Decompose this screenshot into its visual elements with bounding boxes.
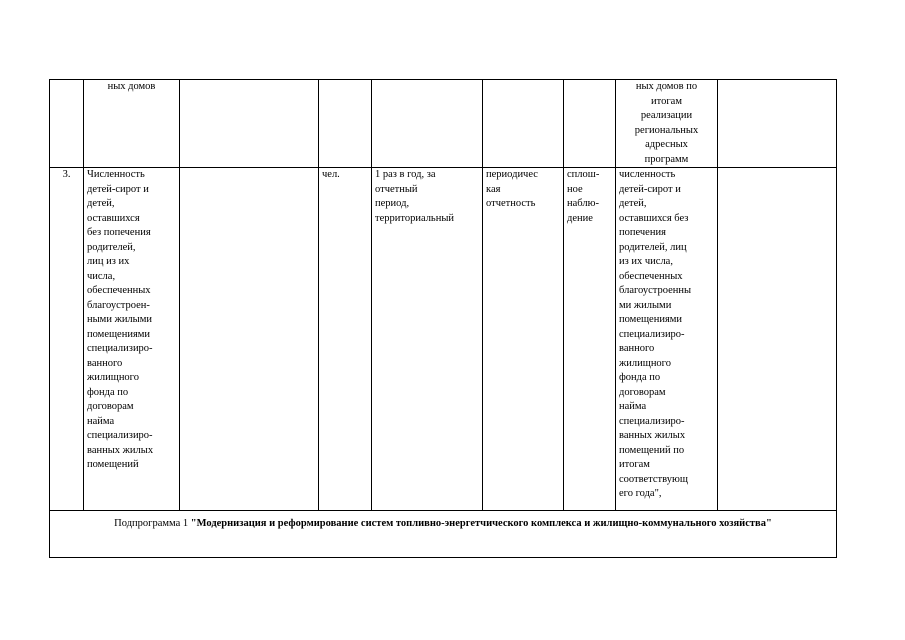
cell-observation: сплош- ное наблю- дение — [564, 168, 616, 511]
table-row-continuation — [50, 80, 837, 168]
cell-number: 3. — [50, 168, 84, 511]
cell-indicator-name: Численность детей-сирот и детей, оставшихся без попечения родителей, лиц из их числа, обеспеченных благоустроен- ными жилыми помещениями специализиро- ванного жилищного фонда по договорам найма специализиро- ванных жилых помещений — [84, 168, 180, 511]
cell-empty — [718, 168, 837, 511]
cell-empty — [180, 80, 319, 168]
cell-empty — [718, 80, 837, 168]
table-row-subprogram — [50, 511, 837, 558]
cell-number — [50, 80, 84, 168]
subprogram-prefix: Подпрограмма 1 — [114, 518, 191, 529]
cell-empty — [180, 168, 319, 511]
cell-observation — [564, 80, 616, 168]
cell-definition: численность детей-сирот и детей, оставшихся без попечения родителей, лиц из их числа, обеспеченных благоустроенны ми жилыми помещениями специализиро- ванного жилищного фонда по договорам найма специализиро- ванных жилых помещений по итогам соответствующ его года", — [616, 168, 718, 511]
cell-method — [483, 80, 564, 168]
subprogram-heading-cell — [50, 511, 837, 558]
cell-unit: чел. — [319, 168, 372, 511]
indicators-table — [49, 79, 837, 558]
cell-periodicity — [372, 80, 483, 168]
cell-indicator-name: ных домов — [84, 80, 180, 168]
cell-method: периодичес кая отчетность — [483, 168, 564, 511]
cell-unit — [319, 80, 372, 168]
table-row-3 — [50, 168, 837, 511]
cell-periodicity: 1 раз в год, за отчетный период, территориальный — [372, 168, 483, 511]
cell-definition: ных домов по итогам реализации региональных адресных программ — [616, 80, 718, 168]
subprogram-title: "Модернизация и реформирование систем топливно-энергетчического комплекса и жилищно-коммунального хозяйства" — [190, 518, 772, 529]
